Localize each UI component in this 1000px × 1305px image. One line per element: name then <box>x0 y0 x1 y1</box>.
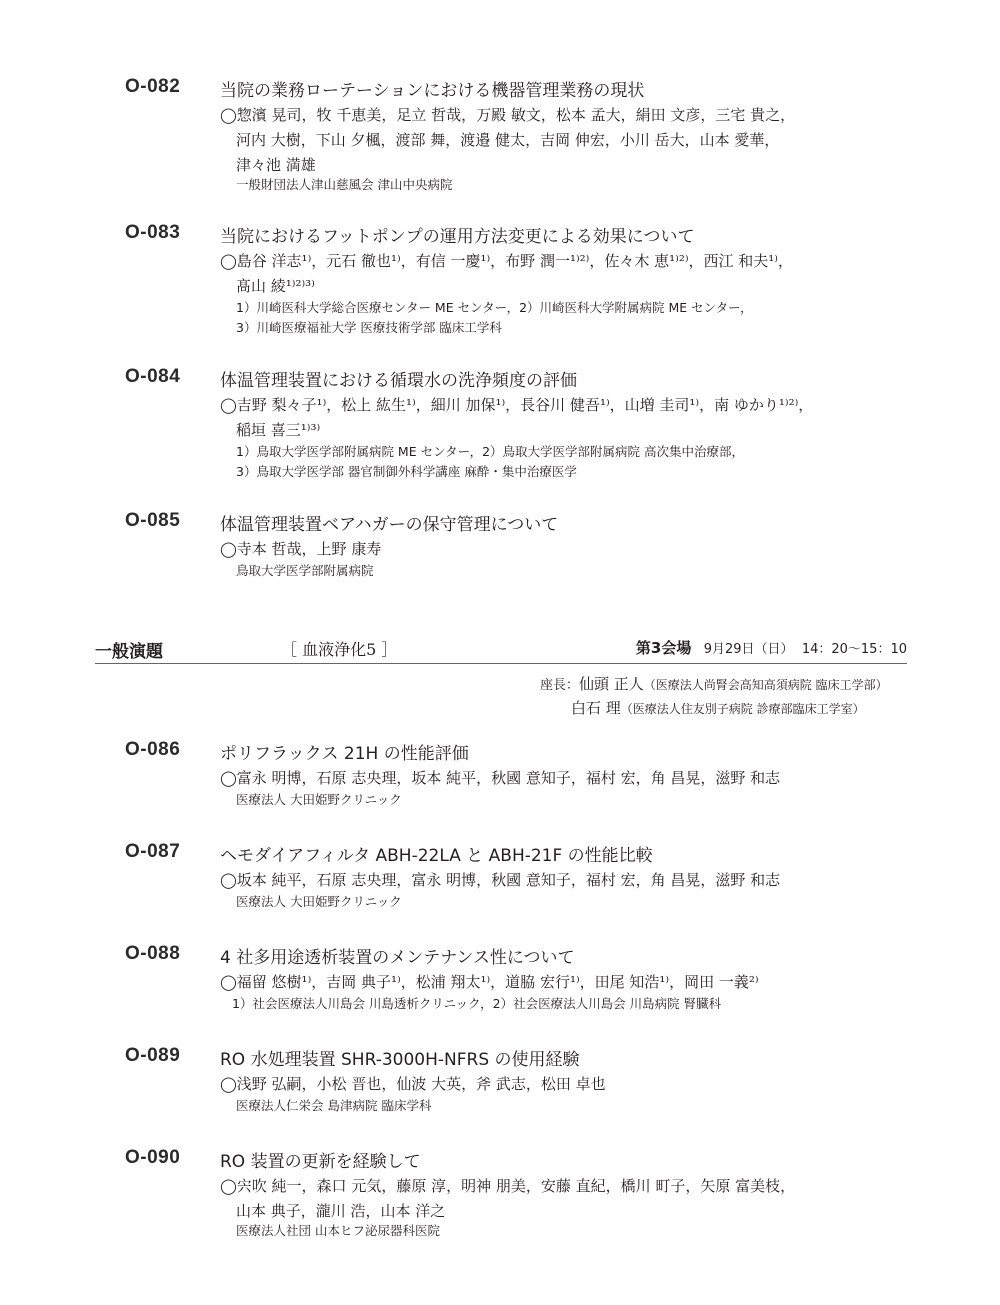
author-line: ◯坂本 純平，石原 志央理，富永 明博，秋國 意知子，福村 宏，角 昌晃，滋野 和志 <box>220 871 781 889</box>
chair-affiliation: （医療法人住友別子病院 診療部臨床工学室） <box>620 702 865 716</box>
abstract-title: 体温管理装置における循環水の洗浄頻度の評価 <box>220 371 577 391</box>
author-list <box>220 1072 910 1097</box>
author-line: ◯福留 悠樹¹⁾，吉岡 典子¹⁾，松浦 翔太¹⁾，道脇 宏行¹⁾，田尾 知浩¹⁾，岡田 一義²⁾ <box>220 973 759 991</box>
author-list <box>220 766 910 791</box>
chair-affiliation: （医療法人尚腎会高知高須病院 臨床工学部） <box>643 678 888 692</box>
abstract-code: O-089 <box>125 1045 181 1066</box>
chair-label: 座長： <box>540 678 580 693</box>
affiliation-line: 3）鳥取大学医学部 器官制御外科学講座 麻酔・集中治療医学 <box>236 464 577 479</box>
author-list <box>220 249 910 299</box>
author-line: ◯吉野 梨々子¹⁾，松上 紘生¹⁾，細川 加保¹⁾，長谷川 健吾¹⁾，山増 圭司¹⁾，南 ゆかり¹⁾²⁾， <box>220 396 814 414</box>
abstract-title: 体温管理装置ベアハガーの保守管理について <box>220 515 559 535</box>
abstract-code: O-086 <box>125 739 181 760</box>
abstract-title: 当院におけるフットポンプの運用方法変更による効果について <box>220 227 695 247</box>
abstract-code: O-088 <box>125 943 181 964</box>
chair-row <box>540 697 888 721</box>
affiliation-line: 3）川崎医療福祉大学 医療技術学部 臨床工学科 <box>236 320 502 335</box>
session-header <box>95 635 907 664</box>
abstract-title: ヘモダイアフィルタ ABH-22LA と ABH-21F の性能比較 <box>220 846 653 866</box>
chair-row <box>540 673 888 697</box>
affiliation: 一般財団法人津山慈風会 津山中央病院 <box>236 177 453 192</box>
session-name: ［ 血液浄化5 ］ <box>281 640 398 659</box>
abstract-code: O-087 <box>125 841 181 862</box>
abstract-code: O-083 <box>125 222 181 243</box>
affiliation: 1）社会医療法人川島会 川島透析クリニック，2）社会医療法人川島会 川島病院 腎臓科 <box>232 996 722 1011</box>
chairpersons <box>540 673 888 721</box>
chair-name: 仙頭 正人 <box>579 675 644 693</box>
author-list <box>220 1174 910 1224</box>
affiliation-line: 1）川崎医科大学総合医療センター ME センター，2）川崎医科大学附属病院 ME センター， <box>236 300 753 315</box>
author-list <box>220 537 910 562</box>
abstract-code: O-084 <box>125 366 181 387</box>
session-schedule <box>636 637 907 658</box>
affiliation: 医療法人社団 山本ヒフ泌尿器科医院 <box>236 1223 440 1238</box>
abstract-title: RO 水処理装置 SHR-3000H-NFRS の使用経験 <box>220 1050 580 1070</box>
affiliation <box>236 442 744 482</box>
affiliation: 鳥取大学医学部附属病院 <box>236 563 374 578</box>
author-line: 津々池 満雄 <box>236 156 316 174</box>
abstract-title: 4 社多用途透析装置のメンテナンス性について <box>220 948 575 968</box>
chair-name: 白石 理 <box>571 699 621 717</box>
affiliation: 医療法人仁栄会 島津病院 臨床学科 <box>236 1098 432 1113</box>
affiliation: 医療法人 大田姫野クリニック <box>236 792 402 807</box>
abstract-code: O-082 <box>125 76 181 97</box>
author-line: ◯富永 明博，石原 志央理，坂本 純平，秋國 意知子，福村 宏，角 昌晃，滋野 和志 <box>220 769 781 787</box>
abstract-code: O-090 <box>125 1147 181 1168</box>
author-line: ◯宍吹 純一，森口 元気，藤原 淳，明神 朋美，安藤 直紀，橋川 町子，矢原 富美枝， <box>220 1177 796 1195</box>
abstract-title: 当院の業務ローテーションにおける機器管理業務の現状 <box>220 81 645 101</box>
affiliation: 医療法人 大田姫野クリニック <box>236 894 402 909</box>
author-line: 河内 大樹，下山 夕楓，渡部 舞，渡邉 健太，吉岡 伸宏，小川 岳大，山本 愛華， <box>236 131 780 149</box>
affiliation-line: 1）鳥取大学医学部附属病院 ME センター，2）鳥取大学医学部附属病院 高次集中治療部， <box>236 444 745 459</box>
session-time: 14：20～15：10 <box>801 642 907 657</box>
author-line: ◯浅野 弘嗣，小松 晋也，仙波 大英，斧 武志，松田 卓也 <box>220 1075 606 1093</box>
author-list <box>220 393 910 443</box>
session-label: 一般演題 <box>95 642 163 662</box>
author-line: 髙山 綾¹⁾²⁾³⁾ <box>236 277 315 295</box>
author-line: 稲垣 喜三¹⁾³⁾ <box>236 421 321 439</box>
author-list <box>220 970 910 995</box>
abstract-code: O-085 <box>125 510 181 531</box>
author-line: 山本 典子，瀧川 浩，山本 洋之 <box>236 1202 446 1220</box>
author-line: ◯寺本 哲哉，上野 康寿 <box>220 540 382 558</box>
author-list <box>220 868 910 893</box>
author-line: ◯惣濱 晃司，牧 千恵美，足立 哲哉，万殿 敏文，松本 孟大，絹田 文彦，三宅 貴之， <box>220 106 796 124</box>
session-date: 9月29日（日） <box>703 642 794 657</box>
author-line: ◯島谷 洋志¹⁾，元石 徹也¹⁾，有信 一慶¹⁾，布野 潤一¹⁾²⁾，佐々木 恵¹⁾²⁾，西江 和夫¹⁾， <box>220 252 793 270</box>
author-list <box>220 103 910 178</box>
affiliation <box>236 298 753 338</box>
abstract-title: ポリフラックス 21H の性能評価 <box>220 744 469 764</box>
abstract-title: RO 装置の更新を経験して <box>220 1152 421 1172</box>
session-room: 第3会場 <box>635 639 692 657</box>
